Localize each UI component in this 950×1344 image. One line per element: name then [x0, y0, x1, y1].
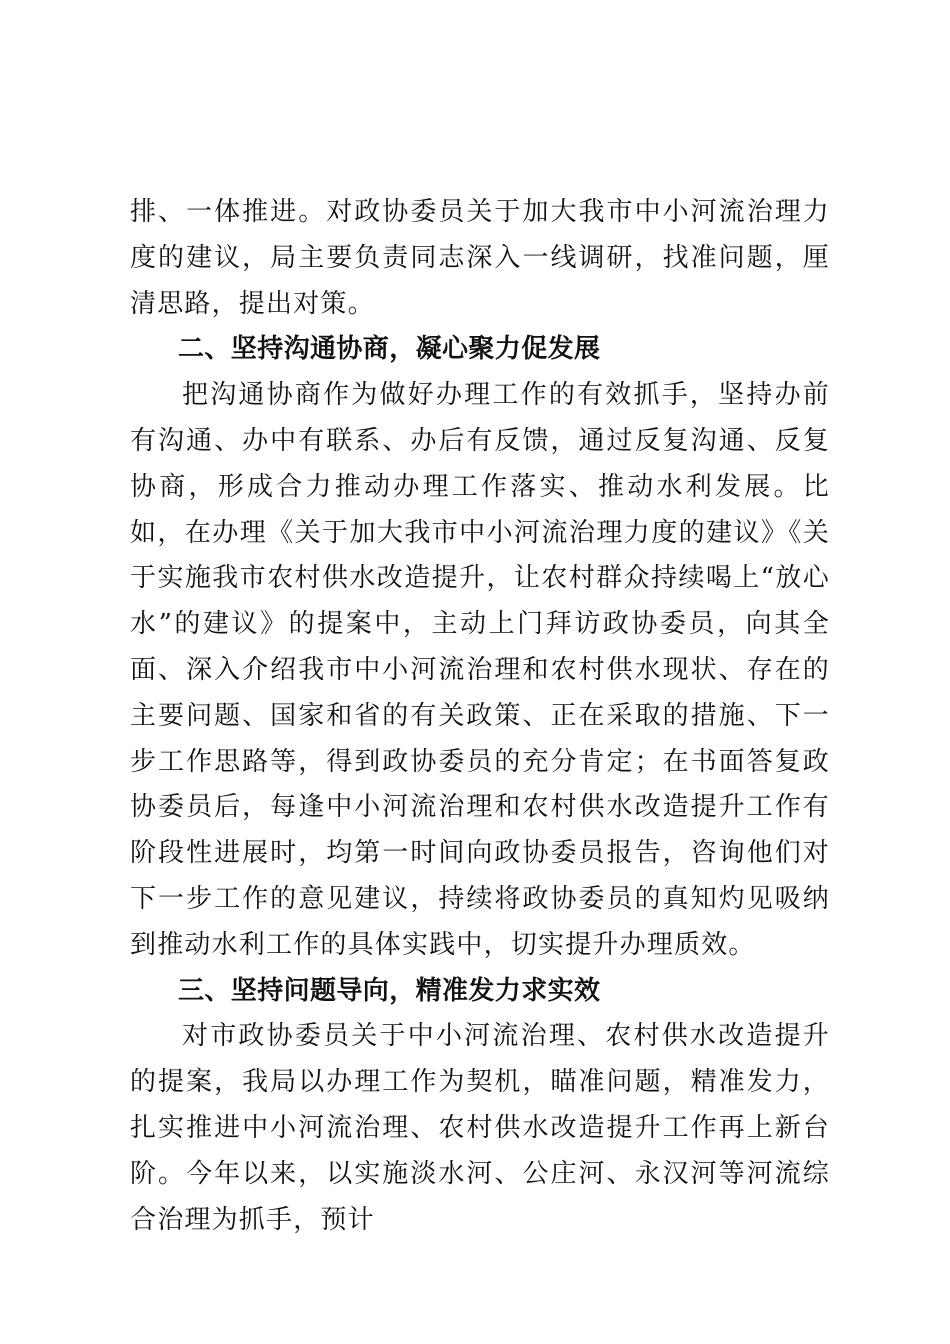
paragraph-section-3: 对市政协委员关于中小河流治理、农村供水改造提升的提案，我局以办理工作为契机，瞄准问题，精准发力，扎实推进中小河流治理、农村供水改造提升工作再上新台阶。今年以来，以实施淡水河、公庄河、永汉河等河流综合治理为抓手，预计 — [130, 1021, 830, 1235]
section-heading-3: 三、坚持问题导向，精准发力求实效 — [178, 975, 601, 1006]
document-body — [130, 190, 830, 1243]
section-heading-2: 二、坚持沟通协商，凝心聚力促发展 — [178, 334, 601, 365]
paragraph-section-2: 把沟通协商作为做好办理工作的有效抓手，坚持办前有沟通、办中有联系、办后有反馈，通过反复沟通、反复协商，形成合力推动办理工作落实、推动水利发展。比如，在办理《关于加大我市中小河流治理力度的建议》《关于实施我市农村供水改造提升，让农村群众持续喝上“放心水”的建议》的提案中，主动上门拜访政协委员，向其全面、深入介绍我市中小河流治理和农村供水现状、存在的主要问题、国家和省的有关政策、正在采取的措施、下一步工作思路等，得到政协委员的充分肯定；在书面答复政协委员后，每逢中小河流治理和农村供水改造提升工作有阶段性进展时，均第一时间向政协委员报告，咨询他们对下一步工作的意见建议，持续将政协委员的真知灼见吸纳到推动水利工作的具体实践中，切实提升办理质效。 — [130, 380, 830, 960]
paragraph-continuation: 排、一体推进。对政协委员关于加大我市中小河流治理力度的建议，局主要负责同志深入一线调研，找准问题，厘清思路，提出对策。 — [130, 197, 830, 319]
